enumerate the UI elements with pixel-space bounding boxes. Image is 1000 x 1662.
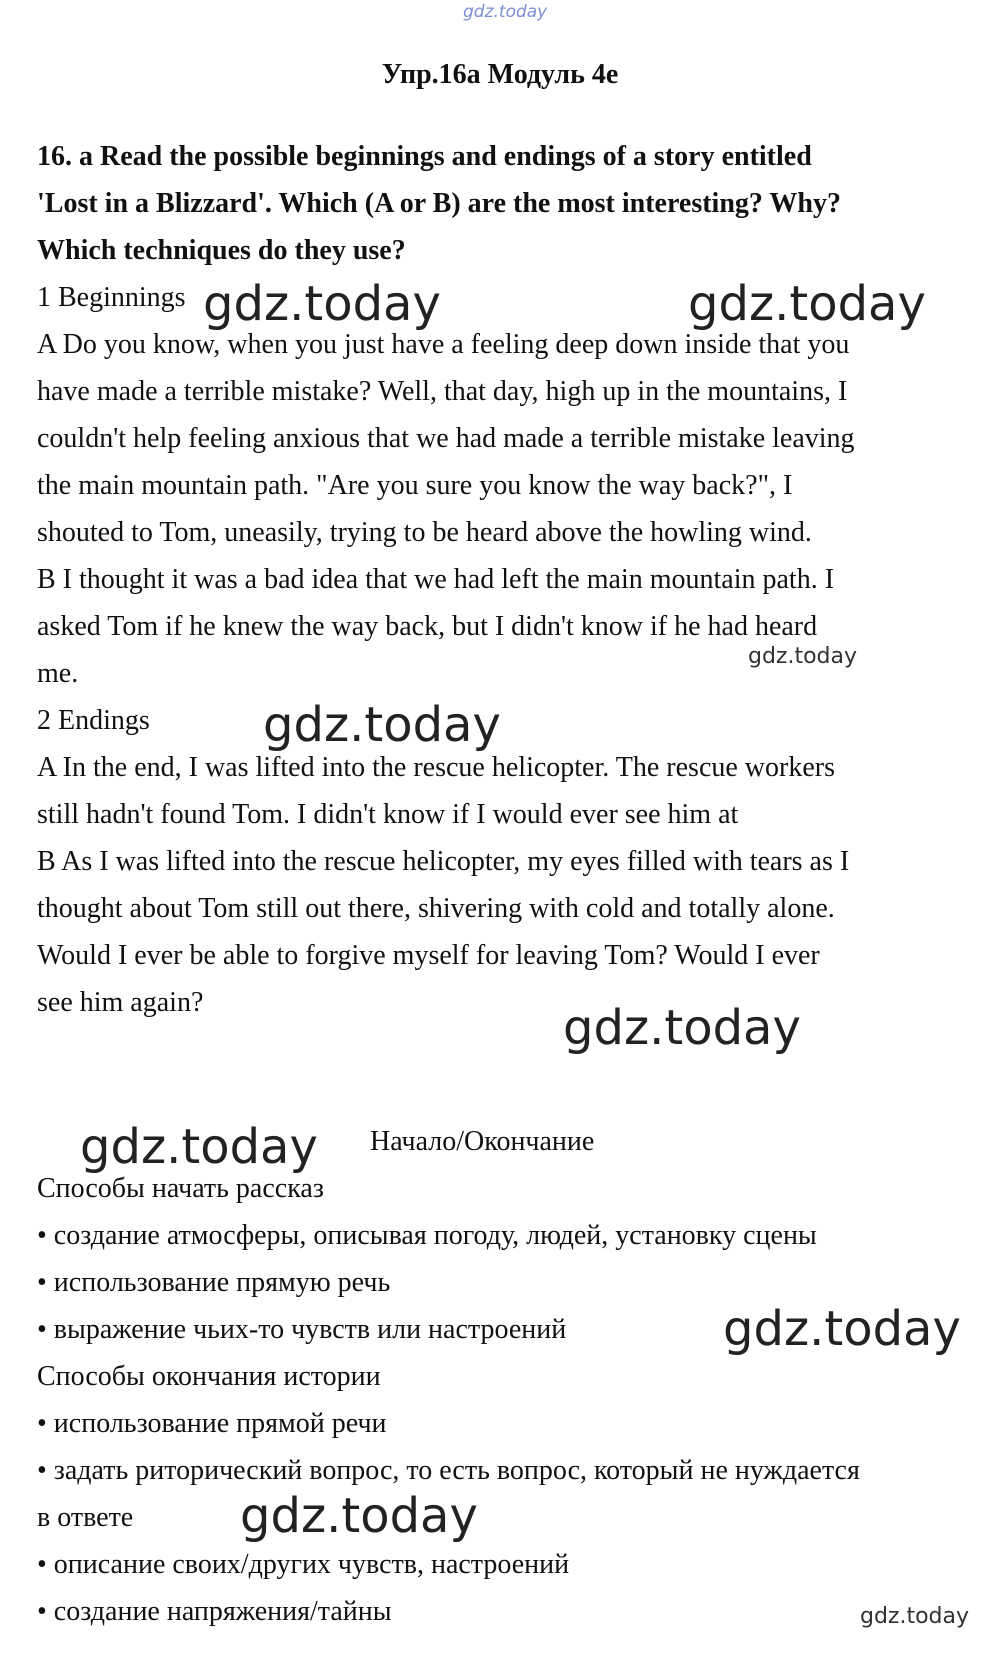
beginnings-heading: 1 Beginnings bbox=[37, 282, 186, 313]
watermark-mark: gdz.today bbox=[563, 1000, 801, 1056]
text-line: A Do you know, when you just have a feeling deep down inside that you bbox=[37, 329, 850, 360]
text-line: asked Tom if he knew the way back, but I didn't know if he had heard bbox=[37, 611, 818, 642]
answer-end-title: Способы окончания истории bbox=[37, 1361, 381, 1392]
list-item: • создание напряжения/тайны bbox=[37, 1596, 392, 1627]
list-item: • использование прямой речи bbox=[37, 1408, 387, 1439]
answer-begin-title: Способы начать рассказ bbox=[37, 1173, 324, 1204]
watermark-mark-small: gdz.today bbox=[748, 644, 858, 669]
text-line: B I thought it was a bad idea that we had left the main mountain path. I bbox=[37, 564, 835, 595]
text-line: have made a terrible mistake? Well, that day, high up in the mountains, I bbox=[37, 376, 848, 407]
text-line: me. bbox=[37, 658, 79, 689]
watermark-mark: gdz.today bbox=[240, 1488, 478, 1544]
watermark-mark: gdz.today bbox=[80, 1119, 318, 1175]
watermark-mark-small: gdz.today bbox=[860, 1604, 970, 1629]
list-item: • выражение чьих-то чувств или настроений bbox=[37, 1314, 567, 1345]
text-line: shouted to Tom, uneasily, trying to be heard above the howling wind. bbox=[37, 517, 812, 548]
text-line: B As I was lifted into the rescue helicopter, my eyes filled with tears as I bbox=[37, 846, 850, 877]
watermark-mark: gdz.today bbox=[203, 276, 441, 332]
text-line: Would I ever be able to forgive myself for leaving Tom? Would I ever bbox=[37, 940, 820, 971]
text-line: see him again? bbox=[37, 987, 204, 1018]
list-item: в ответе bbox=[37, 1502, 134, 1533]
text-line: couldn't help feeling anxious that we had made a terrible mistake leaving bbox=[37, 423, 855, 454]
list-item: • создание атмосферы, описывая погоду, людей, установку сцены bbox=[37, 1220, 817, 1251]
watermark-mark: gdz.today bbox=[263, 697, 501, 753]
endings-heading: 2 Endings bbox=[37, 705, 150, 736]
page-title: Упр.16а Модуль 4е bbox=[381, 59, 619, 90]
watermark-mark: gdz.today bbox=[723, 1301, 961, 1357]
text-line: the main mountain path. "Are you sure you know the way back?", I bbox=[37, 470, 793, 501]
text-line: still hadn't found Tom. I didn't know if I would ever see him at bbox=[37, 799, 739, 830]
answer-heading: Начало/Окончание bbox=[370, 1126, 595, 1157]
task-line: 16. a Read the possible beginnings and endings of a story entitled bbox=[37, 141, 812, 172]
watermark-mark: gdz.today bbox=[688, 276, 926, 332]
text-line: A In the end, I was lifted into the rescue helicopter. The rescue workers bbox=[37, 752, 835, 783]
task-line: Which techniques do they use? bbox=[37, 235, 406, 266]
text-line: thought about Tom still out there, shivering with cold and totally alone. bbox=[37, 893, 835, 924]
list-item: • использование прямую речь bbox=[37, 1267, 391, 1298]
watermark-top: gdz.today bbox=[463, 2, 548, 22]
list-item: • описание своих/других чувств, настроений bbox=[37, 1549, 570, 1580]
task-line: 'Lost in a Blizzard'. Which (A or B) are the most interesting? Why? bbox=[37, 188, 841, 219]
list-item: • задать риторический вопрос, то есть вопрос, который не нуждается bbox=[37, 1455, 860, 1486]
